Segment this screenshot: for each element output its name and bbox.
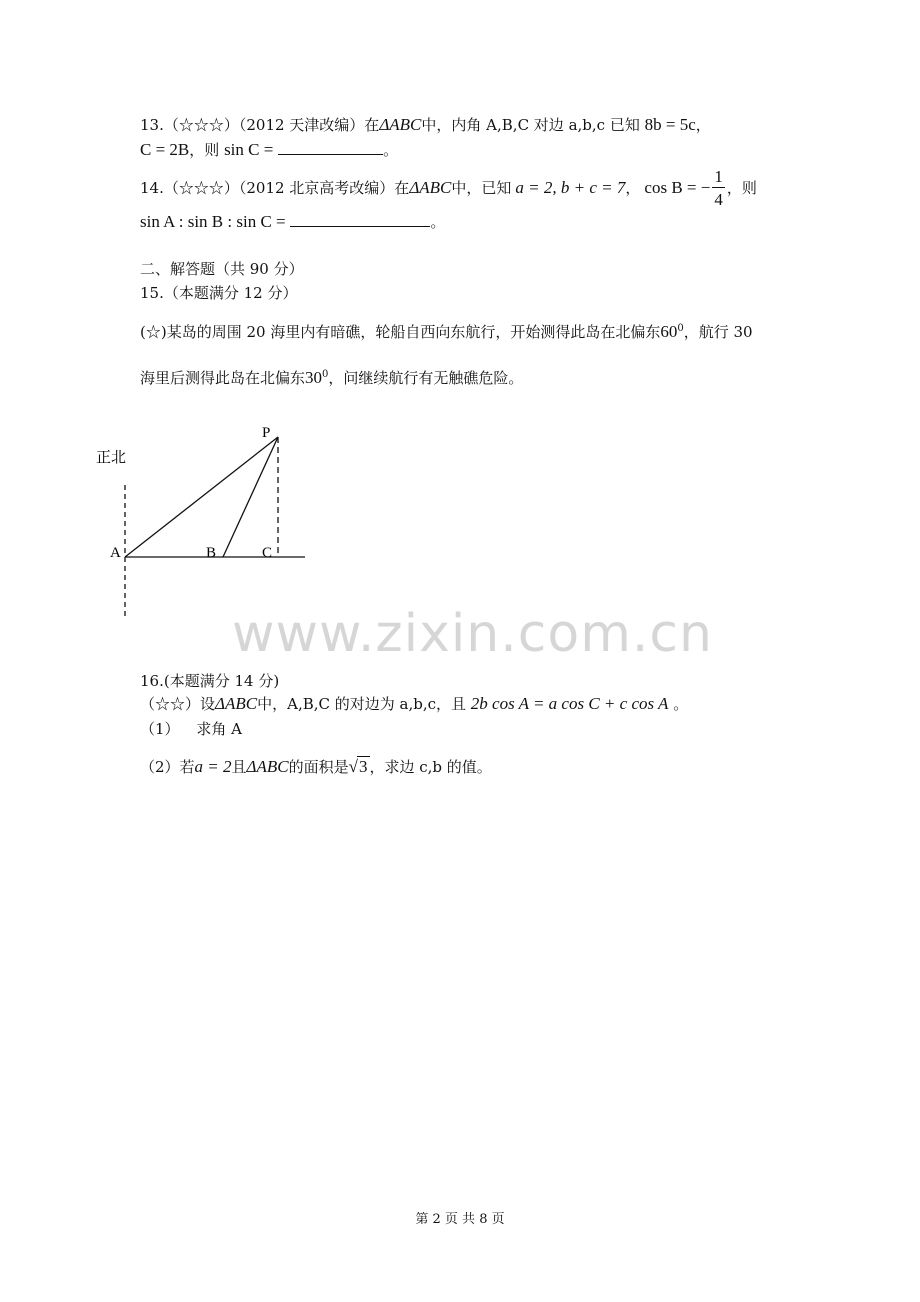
q14-cos: cos B = − (644, 177, 711, 197)
q16-part2-triangle: ΔABC (246, 757, 289, 776)
q14-end: 。 (430, 213, 446, 231)
q15-line2-text: 海里后测得此岛在北偏东 (140, 369, 306, 387)
q15-line1 (140, 322, 753, 342)
q15-figure (90, 420, 320, 625)
q13-line1 (140, 115, 711, 135)
q15-title: 15.（本题满分 12 分） (140, 284, 298, 302)
figure-label-b: B (206, 545, 217, 561)
watermark: www.zixin.com.cn (232, 604, 713, 664)
q14-then: ，则 (726, 179, 757, 197)
q15-angle1: 60 (660, 322, 678, 341)
figure-label-c: C (262, 545, 273, 561)
q13-comma: ， (695, 116, 711, 134)
q15-deg2: 0 (322, 369, 329, 380)
q16-line1 (140, 694, 688, 714)
q16-title: 16.(本题满分 14 分) (140, 672, 280, 690)
q13-expr: sin C = (224, 140, 274, 159)
q16-part2-end: ，求边 c,b 的值。 (369, 758, 492, 776)
q14-cond1: a = 2, b + c = 7 (515, 177, 626, 197)
figure-north-label: 正北 (96, 450, 127, 466)
figure-label-p: P (262, 425, 271, 441)
q14-mid: 中，已知 (451, 179, 512, 197)
q13-end: 。 (383, 141, 399, 159)
q14-frac-num: 1 (714, 167, 723, 186)
q14-frac-den: 4 (714, 190, 723, 209)
page-footer: 第 2 页 共 8 页 (415, 1212, 505, 1227)
q15-line1-text: (☆)某岛的周围 20 海里内有暗礁，轮船自西向东航行，开始测得此岛在北偏东 (140, 323, 661, 341)
q16-line1-end: 。 (673, 695, 689, 713)
q16-part1 (140, 720, 242, 738)
q16-part1-text: 求角 A (196, 720, 242, 738)
q14-comma: ， (625, 179, 641, 197)
q14-line2 (140, 212, 445, 232)
q13-triangle: ΔABC (379, 115, 422, 134)
q14-line1 (140, 164, 757, 212)
q14-answer-blank (290, 212, 430, 227)
q13-ask: ，则 (189, 141, 220, 159)
figure-line-bp (223, 437, 278, 557)
q13-mid: 中，内角 A,B,C 对边 a,b,c 已知 (421, 116, 640, 134)
q13-line2 (140, 140, 398, 160)
q13-cond2: C = 2B (140, 140, 190, 159)
q16-equation: 2b cos A = a cos C + c cos A (470, 694, 669, 713)
q16-line1-text: （☆☆）设 (140, 695, 216, 713)
q16-part2-cond: a = 2 (194, 757, 232, 776)
q14-prefix: 14.（☆☆☆）（2012 北京高考改编）在 (140, 179, 410, 197)
q15-line1-end: ，航行 30 (683, 323, 753, 341)
section2-title: 二、解答题（共 90 分） (140, 260, 304, 278)
q16-part2-text: （2）若 (140, 758, 195, 776)
q13-answer-blank (278, 140, 383, 155)
q15-line2 (140, 368, 523, 388)
q14-fraction (712, 168, 725, 208)
q15-angle2: 30 (305, 368, 323, 387)
q13-prefix: 13.（☆☆☆）（2012 天津改编）在 (140, 116, 380, 134)
q16-part2-area: 的面积是 (288, 758, 349, 776)
figure-label-a: A (110, 545, 121, 561)
q16-line1-mid: 中，A,B,C 的对边为 a,b,c，且 (257, 695, 466, 713)
q13-cond1: 8b = 5c (644, 115, 696, 134)
q14-triangle: ΔABC (409, 177, 452, 197)
q16-triangle: ΔABC (215, 694, 258, 713)
q16-part1-num: （1） (140, 720, 180, 738)
q16-part2-and: 且 (231, 758, 247, 776)
q16-sqrt-value: 3 (359, 757, 368, 776)
figure-line-ap (125, 437, 278, 557)
q15-deg1: 0 (677, 323, 684, 334)
sqrt-icon: √ (348, 757, 358, 776)
q15-line2-end: ，问继续航行有无触礁危险。 (328, 369, 524, 387)
q16-part2 (140, 756, 492, 777)
q14-expr: sin A : sin B : sin C = (140, 212, 286, 231)
